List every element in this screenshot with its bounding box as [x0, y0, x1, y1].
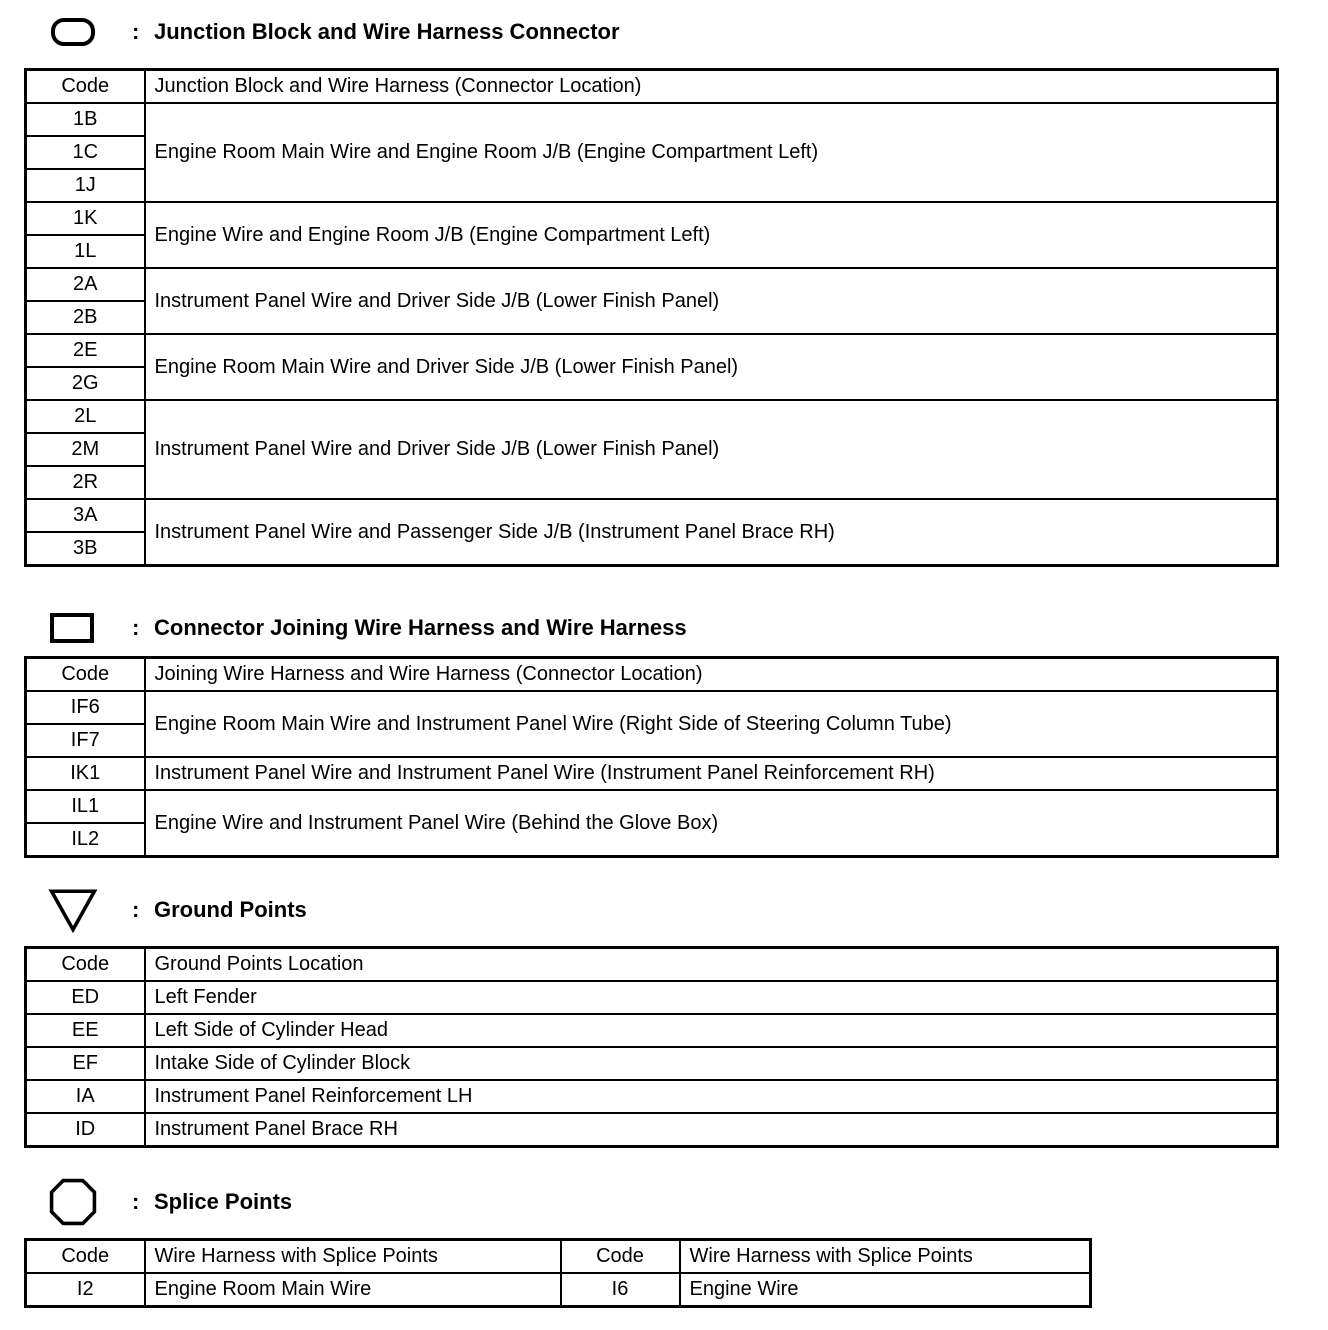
code-cell: IK1: [26, 757, 145, 790]
code-cell: 2M: [26, 433, 145, 466]
section-title: Splice Points: [154, 1189, 293, 1214]
desc-cell: Intake Side of Cylinder Block: [145, 1047, 1278, 1080]
header-code: Code: [561, 1240, 680, 1274]
table-row: [26, 400, 1278, 433]
desc-cell: Instrument Panel Wire and Passenger Side J/B (Instrument Panel Brace RH): [145, 499, 1278, 566]
header-code: Code: [26, 948, 145, 982]
desc-cell: Instrument Panel Wire and Driver Side J/B (Lower Finish Panel): [145, 268, 1278, 334]
desc-cell: Instrument Panel Reinforcement LH: [145, 1080, 1278, 1113]
code-cell: 2A: [26, 268, 145, 301]
ground-table: [24, 946, 1279, 1148]
desc-cell: Instrument Panel Wire and Instrument Panel Wire (Instrument Panel Reinforcement RH): [145, 757, 1278, 790]
desc-cell: Instrument Panel Brace RH: [145, 1113, 1278, 1147]
header-desc: Joining Wire Harness and Wire Harness (Connector Location): [145, 658, 1278, 692]
desc-cell: Engine Room Main Wire and Driver Side J/B (Lower Finish Panel): [145, 334, 1278, 400]
code-cell: EE: [26, 1014, 145, 1047]
code-cell: 3B: [26, 532, 145, 566]
code-cell: 1K: [26, 202, 145, 235]
triangle-down-icon: [48, 884, 98, 936]
code-cell: 3A: [26, 499, 145, 532]
octagon-icon: [48, 1174, 98, 1230]
section-title: Ground Points: [154, 897, 307, 922]
code-cell: 1L: [26, 235, 145, 268]
code-cell: I2: [26, 1273, 145, 1307]
header-desc: Ground Points Location: [145, 948, 1278, 982]
code-cell: IF6: [26, 691, 145, 724]
table-row: [26, 691, 1278, 724]
code-cell: 2R: [26, 466, 145, 499]
code-cell: 1B: [26, 103, 145, 136]
section-title: Connector Joining Wire Harness and Wire Harness: [154, 615, 687, 640]
junction-section-header: [48, 8, 748, 56]
section-colon: :: [132, 19, 140, 44]
code-cell: IA: [26, 1080, 145, 1113]
desc-cell: Engine Room Main Wire and Instrument Panel Wire (Right Side of Steering Column Tube): [145, 691, 1278, 757]
table-row: [26, 1047, 1278, 1080]
table-row: [26, 981, 1278, 1014]
table-row: [26, 268, 1278, 301]
table-row: [26, 499, 1278, 532]
joining-section-header: [48, 604, 808, 652]
code-cell: I6: [561, 1273, 680, 1307]
header-desc: Junction Block and Wire Harness (Connector Location): [145, 70, 1278, 104]
table-row: [26, 1113, 1278, 1147]
code-cell: 1J: [26, 169, 145, 202]
desc-cell: Left Side of Cylinder Head: [145, 1014, 1278, 1047]
code-cell: 2G: [26, 367, 145, 400]
ground-section-header: [48, 886, 448, 934]
desc-cell: Engine Room Main Wire: [145, 1273, 561, 1307]
junction-table: [24, 68, 1279, 567]
header-desc: Wire Harness with Splice Points: [145, 1240, 561, 1274]
table-header-row: [26, 948, 1278, 982]
desc-cell: Left Fender: [145, 981, 1278, 1014]
desc-cell: Engine Room Main Wire and Engine Room J/B (Engine Compartment Left): [145, 103, 1278, 202]
rounded-rectangle-icon: [48, 8, 98, 56]
code-cell: IL1: [26, 790, 145, 823]
table-row: [26, 1080, 1278, 1113]
section-colon: :: [132, 615, 140, 640]
header-code: Code: [26, 1240, 145, 1274]
code-cell: EF: [26, 1047, 145, 1080]
table-header-row: [26, 658, 1278, 692]
splice-table: [24, 1238, 1092, 1308]
table-header-row: [26, 70, 1278, 104]
header-code: Code: [26, 70, 145, 104]
splice-section-header: [48, 1178, 448, 1226]
table-row: [26, 103, 1278, 136]
table-row: [26, 202, 1278, 235]
table-header-row: [26, 1240, 1091, 1274]
code-cell: 1C: [26, 136, 145, 169]
table-row: [26, 757, 1278, 790]
section-title: Junction Block and Wire Harness Connector: [154, 19, 620, 44]
code-cell: ED: [26, 981, 145, 1014]
joining-table: [24, 656, 1279, 858]
desc-cell: Engine Wire: [680, 1273, 1091, 1307]
table-row: [26, 1273, 1091, 1307]
desc-cell: Instrument Panel Wire and Driver Side J/B (Lower Finish Panel): [145, 400, 1278, 499]
desc-cell: Engine Wire and Instrument Panel Wire (Behind the Glove Box): [145, 790, 1278, 857]
table-row: [26, 1014, 1278, 1047]
section-colon: :: [132, 1189, 140, 1214]
section-colon: :: [132, 897, 140, 922]
code-cell: 2L: [26, 400, 145, 433]
header-desc: Wire Harness with Splice Points: [680, 1240, 1091, 1274]
rectangle-icon: [48, 604, 98, 652]
code-cell: IL2: [26, 823, 145, 857]
desc-cell: Engine Wire and Engine Room J/B (Engine Compartment Left): [145, 202, 1278, 268]
code-cell: 2E: [26, 334, 145, 367]
code-cell: 2B: [26, 301, 145, 334]
table-row: [26, 790, 1278, 823]
code-cell: ID: [26, 1113, 145, 1147]
table-row: [26, 334, 1278, 367]
code-cell: IF7: [26, 724, 145, 757]
header-code: Code: [26, 658, 145, 692]
